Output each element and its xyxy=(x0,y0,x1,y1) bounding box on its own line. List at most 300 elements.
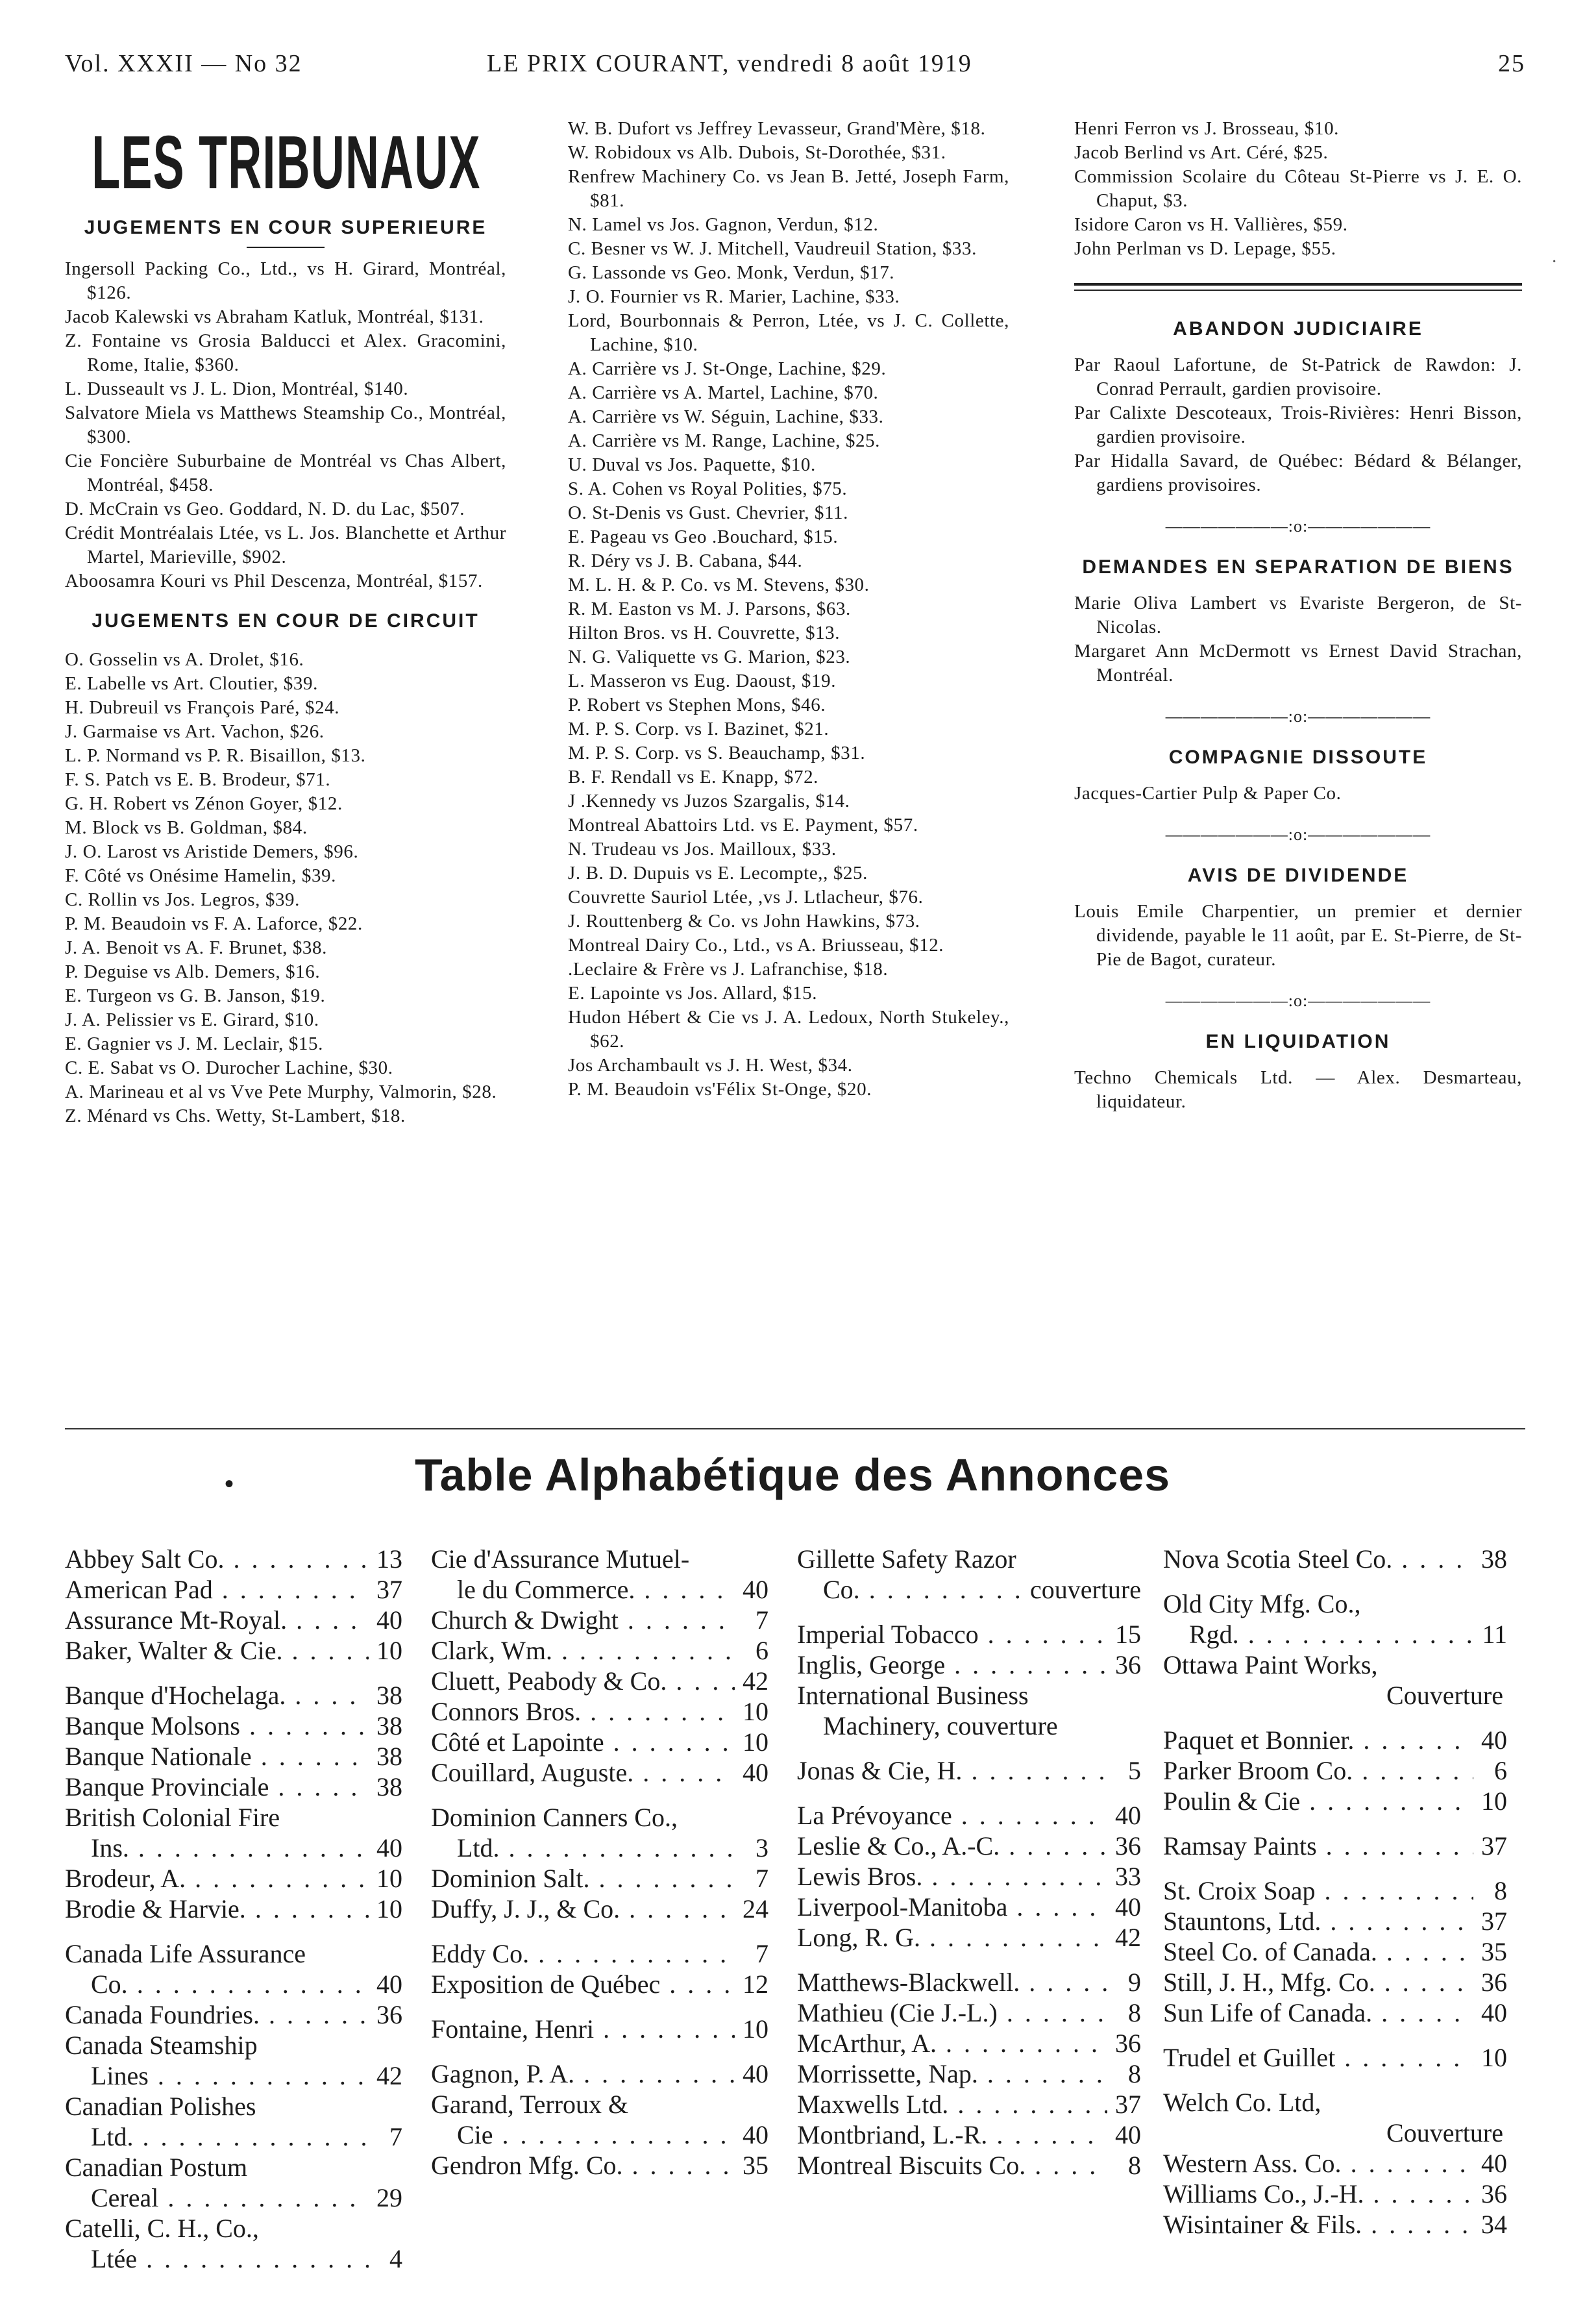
section-heading-dividende: AVIS DE DIVIDENDE xyxy=(1187,865,1409,886)
list-item: M. Block vs B. Goldman, $84. xyxy=(65,817,308,838)
index-entry xyxy=(65,1544,402,1574)
advertiser-name: Duffy, J. J., & Co. . . . xyxy=(431,1894,735,1924)
page-ref xyxy=(1058,1711,1092,1741)
advertiser-name: Banque d'Hochelaga. . . . xyxy=(65,1680,369,1711)
list-cour-superieure xyxy=(65,257,506,593)
page-ref: 35 xyxy=(1481,1937,1507,1966)
list-item: Jacques-Cartier Pulp & Paper Co. xyxy=(1074,783,1342,804)
advertiser-name: Dominion Canners Co., xyxy=(431,1803,678,1832)
page-ref: 34 xyxy=(1481,2210,1507,2239)
page-ref: 6 xyxy=(1494,1756,1507,1785)
index-entry xyxy=(65,1605,402,1635)
list-item: W. B. Dufort vs Jeffrey Levasseur, Grand'Mère, $18. xyxy=(568,118,986,139)
advertiser-name: Montreal Biscuits Co. . . . xyxy=(797,2150,1107,2181)
double-rule xyxy=(1074,283,1522,291)
index-entry xyxy=(431,1757,768,1788)
advertiser-name-cont: Ltée . . . xyxy=(91,2244,369,2274)
section-heading-cour-superieure: JUGEMENTS EN COUR SUPERIEURE xyxy=(84,217,487,238)
section-heading-liquidation: EN LIQUIDATION xyxy=(1205,1031,1391,1052)
page-ref: 12 xyxy=(743,1970,768,1999)
list-item: M. L. H. & P. Co. vs M. Stevens, $30. xyxy=(568,575,870,595)
column-tribunaux xyxy=(65,117,506,1128)
index-entry xyxy=(1163,2148,1507,2179)
index-entry xyxy=(1163,1936,1507,1967)
page-ref: 24 xyxy=(743,1894,768,1923)
index-entry xyxy=(65,2030,402,2091)
index-entry xyxy=(431,1727,768,1757)
advertiser-name: Gendron Mfg. Co. . . . xyxy=(431,2150,735,2181)
margin-mark: · xyxy=(1551,252,1558,272)
list-item: .Leclaire & Frère vs J. Lafranchise, $18. xyxy=(568,959,889,980)
index-entry xyxy=(1163,2042,1507,2073)
index-entry xyxy=(65,1863,402,1894)
index-entry xyxy=(431,2150,768,2181)
page-ref: 7 xyxy=(756,1864,768,1893)
index-entry xyxy=(65,1802,402,1863)
list-item: Henri Ferron vs J. Brosseau, $10. xyxy=(1074,118,1340,139)
page-ref: 10 xyxy=(743,1697,768,1726)
list-item: A. Carrière vs A. Martel, Lachine, $70. xyxy=(568,382,879,403)
advertiser-name-cont: Lines . . . xyxy=(91,2060,369,2091)
section-heading-dissoute: COMPAGNIE DISSOUTE xyxy=(1168,747,1428,768)
advertiser-name-cont: Co. . . . xyxy=(91,1969,369,1999)
index-entry xyxy=(431,1635,768,1666)
advertiser-name-cont: Co. . . . xyxy=(823,1574,1026,1605)
index-entry xyxy=(431,1969,768,1999)
page-ref: 15 xyxy=(1115,1620,1141,1649)
spacer xyxy=(1074,774,1522,782)
index-entry xyxy=(65,1635,402,1666)
advertiser-name: Assurance Mt-Royal. . . . xyxy=(65,1605,369,1635)
page-ref: 10 xyxy=(376,1636,402,1665)
page-ref: 40 xyxy=(743,2120,768,2149)
index-entry xyxy=(1163,1725,1507,1755)
list-item: Par Hidalla Savard, de Québec: Bédard & Bélanger, gardiens provisoires. xyxy=(1074,451,1522,495)
list-item: E. Turgeon vs G. B. Janson, $19. xyxy=(65,985,326,1006)
list-item: D. McCrain vs Geo. Goddard, N. D. du Lac, $507. xyxy=(65,499,465,519)
list-item: Lord, Bourbonnais & Perron, Ltée, vs J. C. Collette, Lachine, $10. xyxy=(568,310,1009,355)
spacer xyxy=(1074,1058,1522,1066)
list-item: J. Garmaise vs Art. Vachon, $26. xyxy=(65,721,325,742)
index-entry xyxy=(797,1997,1141,2028)
volume-number: Vol. XXXII — No 32 xyxy=(65,50,302,77)
page-ref: 37 xyxy=(376,1575,402,1604)
index-entry xyxy=(65,2152,402,2213)
list-item: R. M. Easton vs M. J. Parsons, $63. xyxy=(568,599,851,619)
advertiser-name: Mathieu (Cie J.-L.) . . . xyxy=(797,1997,1107,2028)
index-entry xyxy=(1163,1875,1507,1906)
page-ref: 8 xyxy=(1128,2059,1141,2088)
advertiser-name: Western Ass. Co. . . . xyxy=(1163,2148,1473,2179)
page-ref: 10 xyxy=(743,1727,768,1757)
page-ref: 8 xyxy=(1494,1876,1507,1905)
page-ref: 40 xyxy=(376,1970,402,1999)
index-entry xyxy=(1163,1544,1507,1574)
page-ref: 37 xyxy=(1115,2090,1141,2119)
index-entry xyxy=(797,1892,1141,1922)
page-ref: 7 xyxy=(756,1605,768,1635)
advertiser-name-cont: Couverture xyxy=(1386,1681,1503,1710)
index-entry xyxy=(1163,2179,1507,2209)
advertiser-name-cont: le du Commerce. . . . xyxy=(457,1574,735,1605)
page-ref: 10 xyxy=(376,1864,402,1893)
advertiser-name: Gagnon, P. A. . . . xyxy=(431,2058,735,2089)
list-item: C. Rollin vs Jos. Legros, $39. xyxy=(65,889,300,910)
list-item: Montreal Dairy Co., Ltd., vs A. Briusseau, $12. xyxy=(568,935,944,956)
page-ref: 40 xyxy=(376,1605,402,1635)
advertiser-name: Cluett, Peabody & Co. . . . xyxy=(431,1666,735,1696)
list-item: Hudon Hébert & Cie vs J. A. Ledoux, North Stukeley., $62. xyxy=(568,1007,1009,1052)
page-ref: 3 xyxy=(756,1833,768,1862)
advertiser-name: Côté et Lapointe . . . xyxy=(431,1727,735,1757)
page-ref: 13 xyxy=(376,1544,402,1574)
index-entry xyxy=(65,1999,402,2030)
index-entry xyxy=(797,1619,1141,1650)
list-item: Renfrew Machinery Co. vs Jean B. Jetté, Joseph Farm, $81. xyxy=(568,166,1009,211)
page-number: 25 xyxy=(1498,50,1525,77)
advertiser-name: Long, R. G. . . . xyxy=(797,1922,1107,1953)
list-item: Hilton Bros. vs H. Couvrette, $13. xyxy=(568,623,841,643)
page-ref: 40 xyxy=(1481,2149,1507,2178)
index-entry xyxy=(1163,2209,1507,2240)
list-item: J. O. Larost vs Aristide Demers, $96. xyxy=(65,841,359,862)
index-entry xyxy=(431,1802,768,1863)
advertiser-name: Trudel et Guillet . . . xyxy=(1163,2042,1473,2073)
advertiser-name: Exposition de Québec . . . xyxy=(431,1969,735,1999)
advertiser-name: Welch Co. Ltd, xyxy=(1163,2088,1321,2117)
section-heading-cour-circuit: JUGEMENTS EN COUR DE CIRCUIT xyxy=(92,610,480,632)
page-ref: 36 xyxy=(376,2000,402,2029)
spacer xyxy=(65,637,506,648)
index-entry xyxy=(797,1861,1141,1892)
index-entry xyxy=(1163,1906,1507,1936)
list-item: Crédit Montréalais Ltée, vs L. Jos. Blanchette et Arthur Martel, Marieville, $902. xyxy=(65,523,506,567)
index-entry xyxy=(1163,1786,1507,1816)
index-entry xyxy=(1163,2087,1507,2148)
ornament-separator: ———————:o:——————— xyxy=(1165,991,1431,1010)
page-ref: 38 xyxy=(376,1711,402,1740)
advertiser-name-cont: Cie . . . xyxy=(457,2120,735,2150)
advertiser-name: Matthews-Blackwell. . . . xyxy=(797,1967,1107,1997)
index-entry xyxy=(431,1894,768,1924)
list-item: G. Lassonde vs Geo. Monk, Verdun, $17. xyxy=(568,262,895,283)
advertiser-name: Steel Co. of Canada. . . . xyxy=(1163,1936,1473,1967)
list-item: N. G. Valiquette vs G. Marion, $23. xyxy=(568,647,851,667)
list-item: Jacob Kalewski vs Abraham Katluk, Montréal, $131. xyxy=(65,306,484,327)
list-item: Cie Foncière Suburbaine de Montréal vs Chas Albert, Montréal, $458. xyxy=(65,451,506,495)
page-ref: 42 xyxy=(1115,1923,1141,1952)
advertiser-name: Ramsay Paints . . . xyxy=(1163,1831,1473,1861)
advertiser-name: Paquet et Bonnier. . . . xyxy=(1163,1725,1473,1755)
page-ref: 40 xyxy=(1115,1801,1141,1830)
index-entry xyxy=(1163,1755,1507,1786)
index-entry xyxy=(1163,1831,1507,1861)
list-judgments-end xyxy=(1074,117,1522,261)
list-item: L. P. Normand vs P. R. Bisaillon, $13. xyxy=(65,745,366,766)
list-item: B. F. Rendall vs E. Knapp, $72. xyxy=(568,767,819,787)
page-ref: 40 xyxy=(1481,1998,1507,2027)
advertiser-name: Banque Provinciale . . . xyxy=(65,1772,369,1802)
list-item: J. B. D. Dupuis vs E. Lecompte,, $25. xyxy=(568,863,868,884)
advertiser-name: Canadian Polishes xyxy=(65,2092,256,2121)
index-entry xyxy=(797,2120,1141,2150)
advertiser-name: Maxwells Ltd. . . . xyxy=(797,2089,1107,2120)
index-entry xyxy=(431,1863,768,1894)
page-ref: 38 xyxy=(376,1742,402,1771)
list-item: Salvatore Miela vs Matthews Steamship Co., Montréal, $300. xyxy=(65,402,506,447)
list-item: W. Robidoux vs Alb. Dubois, St-Dorothée, $31. xyxy=(568,142,946,163)
list-item: L. Masseron vs Eug. Daoust, $19. xyxy=(568,671,837,691)
page-ref: 6 xyxy=(756,1636,768,1665)
list-item: F. S. Patch vs E. B. Brodeur, $71. xyxy=(65,769,331,790)
index-column-3 xyxy=(797,1544,1141,2181)
column-notices xyxy=(1074,117,1522,1114)
page-ref: 42 xyxy=(376,2061,402,2090)
list-item: Commission Scolaire du Côteau St-Pierre vs J. E. O. Chaput, $3. xyxy=(1074,166,1522,211)
advertiser-name-cont: Cereal . . . xyxy=(91,2182,369,2213)
list-item: N. Lamel vs Jos. Gagnon, Verdun, $12. xyxy=(568,214,879,235)
list-item: Aboosamra Kouri vs Phil Descenza, Montréal, $157. xyxy=(65,571,483,591)
index-entry xyxy=(797,2089,1141,2120)
divider xyxy=(247,247,325,248)
spacer xyxy=(1074,584,1522,591)
index-entry xyxy=(1163,1997,1507,2028)
index-title: Table Alphabétique des Annonces xyxy=(414,1450,1171,1500)
page-ref xyxy=(1503,2118,1507,2148)
advertiser-name: Leslie & Co., A.-C. . . . xyxy=(797,1831,1107,1861)
advertiser-name: Baker, Walter & Cie. . . . xyxy=(65,1635,369,1666)
advertiser-name: Canada Life Assurance xyxy=(65,1939,306,1968)
page-ref: 7 xyxy=(756,1939,768,1968)
index-entry xyxy=(797,1544,1141,1605)
page-header xyxy=(65,49,1525,88)
page-ref: 11 xyxy=(1482,1620,1507,1649)
publication-title: LE PRIX COURANT, vendredi 8 août 1919 xyxy=(487,50,972,77)
page-ref: 40 xyxy=(376,1833,402,1862)
advertiser-name: Inglis, George . . . xyxy=(797,1650,1107,1680)
page-ref: 10 xyxy=(1481,2043,1507,2072)
page-ref: 40 xyxy=(1481,1725,1507,1755)
page-ref: 40 xyxy=(743,1758,768,1787)
advertiser-name: American Pad . . . xyxy=(65,1574,369,1605)
list-item: Isidore Caron vs H. Vallières, $59. xyxy=(1074,214,1348,235)
list-item: P. Robert vs Stephen Mons, $46. xyxy=(568,695,826,715)
advertiser-name: Gillette Safety Razor xyxy=(797,1544,1016,1574)
index-entry xyxy=(797,1922,1141,1953)
index-entry xyxy=(797,1800,1141,1831)
index-entry xyxy=(65,1711,402,1741)
advertiser-name: Canadian Postum xyxy=(65,2153,248,2182)
index-entry xyxy=(431,1666,768,1696)
advertiser-name: Catelli, C. H., Co., xyxy=(65,2214,259,2243)
list-judgments xyxy=(568,117,1009,1102)
list-item: P. Deguise vs Alb. Demers, $16. xyxy=(65,961,321,982)
list-item: A. Carrière vs M. Range, Lachine, $25. xyxy=(568,430,881,451)
list-item: Marie Oliva Lambert vs Evariste Bergeron, de St-Nicolas. xyxy=(1074,593,1522,637)
index-entry xyxy=(431,2014,768,2044)
index-entry xyxy=(1163,1967,1507,1997)
index-entry xyxy=(797,1967,1141,1997)
list-item: M. P. S. Corp. vs S. Beauchamp, $31. xyxy=(568,743,866,763)
list-item: R. Déry vs J. B. Cabana, $44. xyxy=(568,550,803,571)
list-item: C. E. Sabat vs O. Durocher Lachine, $30. xyxy=(65,1057,393,1078)
advertiser-name: Imperial Tobacco . . . xyxy=(797,1619,1107,1650)
index-entry xyxy=(431,2089,768,2150)
page-ref: 36 xyxy=(1115,1650,1141,1679)
page-ref: couverture xyxy=(1029,1575,1141,1604)
page-ref: 38 xyxy=(376,1681,402,1710)
page-ref: 40 xyxy=(743,1575,768,1604)
section-heading-separation: DEMANDES EN SEPARATION DE BIENS xyxy=(1082,556,1514,578)
page-ref: 38 xyxy=(376,1772,402,1801)
page-ref: 10 xyxy=(1481,1786,1507,1816)
page-ref: 10 xyxy=(743,2014,768,2044)
advertiser-name: Williams Co., J.-H. . . . xyxy=(1163,2179,1473,2209)
page-ref: 36 xyxy=(1115,1831,1141,1860)
list-item: C. Besner vs W. J. Mitchell, Vaudreuil Station, $33. xyxy=(568,238,977,259)
page-ref: 35 xyxy=(743,2151,768,2180)
page-ref: 4 xyxy=(389,2244,402,2273)
index-entry xyxy=(65,1680,402,1711)
list-item: F. Côté vs Onésime Hamelin, $39. xyxy=(65,865,337,886)
advertiser-name: Clark, Wm. . . . xyxy=(431,1635,735,1666)
index-entry xyxy=(797,2150,1141,2181)
index-entry xyxy=(65,1938,402,1999)
index-entry xyxy=(65,1741,402,1772)
ornament-separator: ———————:o:——————— xyxy=(1165,707,1431,726)
advertiser-name: Abbey Salt Co. . . . xyxy=(65,1544,369,1574)
advertiser-name: Garand, Terroux & xyxy=(431,2090,629,2119)
list-item: E. Labelle vs Art. Cloutier, $39. xyxy=(65,673,318,694)
list-item: Jos Archambault vs J. H. West, $34. xyxy=(568,1055,853,1076)
page-ref: 8 xyxy=(1128,1998,1141,2027)
index-entry xyxy=(65,1894,402,1924)
advertiser-name: Fontaine, Henri . . . xyxy=(431,2014,735,2044)
list-item: S. A. Cohen vs Royal Polities, $75. xyxy=(568,478,848,499)
bullet-mark: • xyxy=(225,1469,234,1498)
index-entry xyxy=(797,1650,1141,1680)
list-item: E. Gagnier vs J. M. Leclair, $15. xyxy=(65,1033,323,1054)
list-item: John Perlman vs D. Lepage, $55. xyxy=(1074,238,1336,259)
list-item: Montreal Abattoirs Ltd. vs E. Payment, $57. xyxy=(568,815,918,835)
list-item: E. Lapointe vs Jos. Allard, $15. xyxy=(568,983,818,1004)
column-judgments-continued xyxy=(568,117,1009,1102)
advertiser-name: Old City Mfg. Co., xyxy=(1163,1589,1361,1618)
index-entry xyxy=(65,1574,402,1605)
list-item: J. Routtenberg & Co. vs John Hawkins, $73. xyxy=(568,911,920,932)
section-divider xyxy=(65,1428,1525,1429)
advertiser-name: Nova Scotia Steel Co. . . . xyxy=(1163,1544,1473,1574)
advertiser-name: Eddy Co. . . . xyxy=(431,1938,735,1969)
advertiser-name: Still, J. H., Mfg. Co. . . . xyxy=(1163,1967,1473,1997)
advertiser-name: Church & Dwight . . . xyxy=(431,1605,735,1635)
page-ref: 10 xyxy=(376,1894,402,1923)
page-ref: 40 xyxy=(743,2059,768,2088)
section-heading-abandon: ABANDON JUDICIAIRE xyxy=(1173,318,1423,340)
advertiser-name: Parker Broom Co. . . . xyxy=(1163,1755,1473,1786)
list-item: Z. Ménard vs Chs. Wetty, St-Lambert, $18. xyxy=(65,1106,406,1126)
list-item: Ingersoll Packing Co., Ltd., vs H. Girard, Montréal, $126. xyxy=(65,258,506,303)
advertiser-name: Brodie & Harvie. . . . xyxy=(65,1894,369,1924)
page-ref xyxy=(1503,1680,1507,1711)
list-item: Margaret Ann McDermott vs Ernest David Strachan, Montréal. xyxy=(1074,641,1522,686)
advertiser-name: Morrissette, Nap. . . . xyxy=(797,2058,1107,2089)
page-ref: 8 xyxy=(1128,2151,1141,2180)
list-item: P. M. Beaudoin vs F. A. Laforce, $22. xyxy=(65,913,363,934)
list-item: E. Pageau vs Geo .Bouchard, $15. xyxy=(568,526,839,547)
advertiser-name: Montbriand, L.-R. . . . xyxy=(797,2120,1107,2150)
index-entry xyxy=(797,1755,1141,1786)
section-title: LES TRIBUNAUX xyxy=(92,120,481,204)
advertiser-name: Ottawa Paint Works, xyxy=(1163,1650,1378,1679)
page-ref: 42 xyxy=(743,1666,768,1696)
spacer xyxy=(1074,892,1522,900)
list-cour-circuit xyxy=(65,648,506,1128)
advertiser-name: Poulin & Cie . . . xyxy=(1163,1786,1473,1816)
advertiser-name: International Business xyxy=(797,1681,1029,1710)
list-item: J .Kennedy vs Juzos Szargalis, $14. xyxy=(568,791,850,811)
list-item: Louis Emile Charpentier, un premier et dernier dividende, payable le 11 août, par E. St-Pierre, de St-Pie de Bagot, curateur. xyxy=(1074,901,1522,970)
index-column-4 xyxy=(1163,1544,1507,2240)
list-item: N. Trudeau vs Jos. Mailloux, $33. xyxy=(568,839,837,859)
index-entry xyxy=(1163,1588,1507,1650)
list-item: O. St-Denis vs Gust. Chevrier, $11. xyxy=(568,502,848,523)
page-ref: 38 xyxy=(1481,1544,1507,1574)
list-item: A. Carrière vs J. St-Onge, Lachine, $29. xyxy=(568,358,887,379)
index-entry xyxy=(797,2058,1141,2089)
ornament-separator: ———————:o:——————— xyxy=(1165,517,1431,536)
advertiser-name: Banque Nationale . . . xyxy=(65,1741,369,1772)
list-item: P. M. Beaudoin vs'Félix St-Onge, $20. xyxy=(568,1079,872,1100)
page-ref: 37 xyxy=(1481,1907,1507,1936)
advertiser-name: Couillard, Auguste. . . . xyxy=(431,1757,735,1788)
page-ref: 40 xyxy=(1115,2120,1141,2149)
page-ref: 40 xyxy=(1115,1892,1141,1922)
advertiser-name: Canada Foundries. . . . xyxy=(65,1999,369,2030)
advertiser-name: Banque Molsons . . . xyxy=(65,1711,369,1741)
index-entry xyxy=(431,1544,768,1605)
index-entry xyxy=(65,2091,402,2152)
index-column-1 xyxy=(65,1544,402,2274)
page-ref: 9 xyxy=(1128,1968,1141,1997)
list-item: L. Dusseault vs J. L. Dion, Montréal, $140. xyxy=(65,378,409,399)
page-ref: 36 xyxy=(1481,1968,1507,1997)
index-entry xyxy=(797,1831,1141,1861)
ornament-separator: ———————:o:——————— xyxy=(1165,825,1431,844)
page-ref: 36 xyxy=(1481,2179,1507,2208)
index-entry xyxy=(1163,1650,1507,1711)
advertiser-name: Sun Life of Canada. . . . xyxy=(1163,1997,1473,2028)
list-item: Z. Fontaine vs Grosia Balducci et Alex. Gracomini, Rome, Italie, $360. xyxy=(65,330,506,375)
index-entry xyxy=(797,1680,1141,1741)
advertiser-name: Stauntons, Ltd. . . . xyxy=(1163,1906,1473,1936)
index-entry xyxy=(431,2058,768,2089)
advertiser-name-cont: Ins. . . . xyxy=(91,1833,369,1863)
advertiser-name: McArthur, A. . . . xyxy=(797,2028,1107,2058)
index-entry xyxy=(431,1696,768,1727)
advertiser-name: Connors Bros. . . . xyxy=(431,1696,735,1727)
index-entry xyxy=(65,2213,402,2274)
advertiser-name: Jonas & Cie, H. . . . xyxy=(797,1755,1107,1786)
list-item: Par Raoul Lafortune, de St-Patrick de Rawdon: J. Conrad Perrault, gardien provisoire. xyxy=(1074,354,1522,399)
list-item: Par Calixte Descoteaux, Trois-Rivières: Henri Bisson, gardien provisoire. xyxy=(1074,402,1522,447)
page-ref: 36 xyxy=(1115,2029,1141,2058)
advertiser-name: Cie d'Assurance Mutuel- xyxy=(431,1544,690,1574)
advertiser-name: Canada Steamship xyxy=(65,2031,258,2060)
advertiser-name: Lewis Bros. . . . xyxy=(797,1861,1107,1892)
list-item: J. O. Fournier vs R. Marier, Lachine, $33. xyxy=(568,286,900,307)
advertiser-name-cont: Couverture xyxy=(1386,2118,1503,2147)
